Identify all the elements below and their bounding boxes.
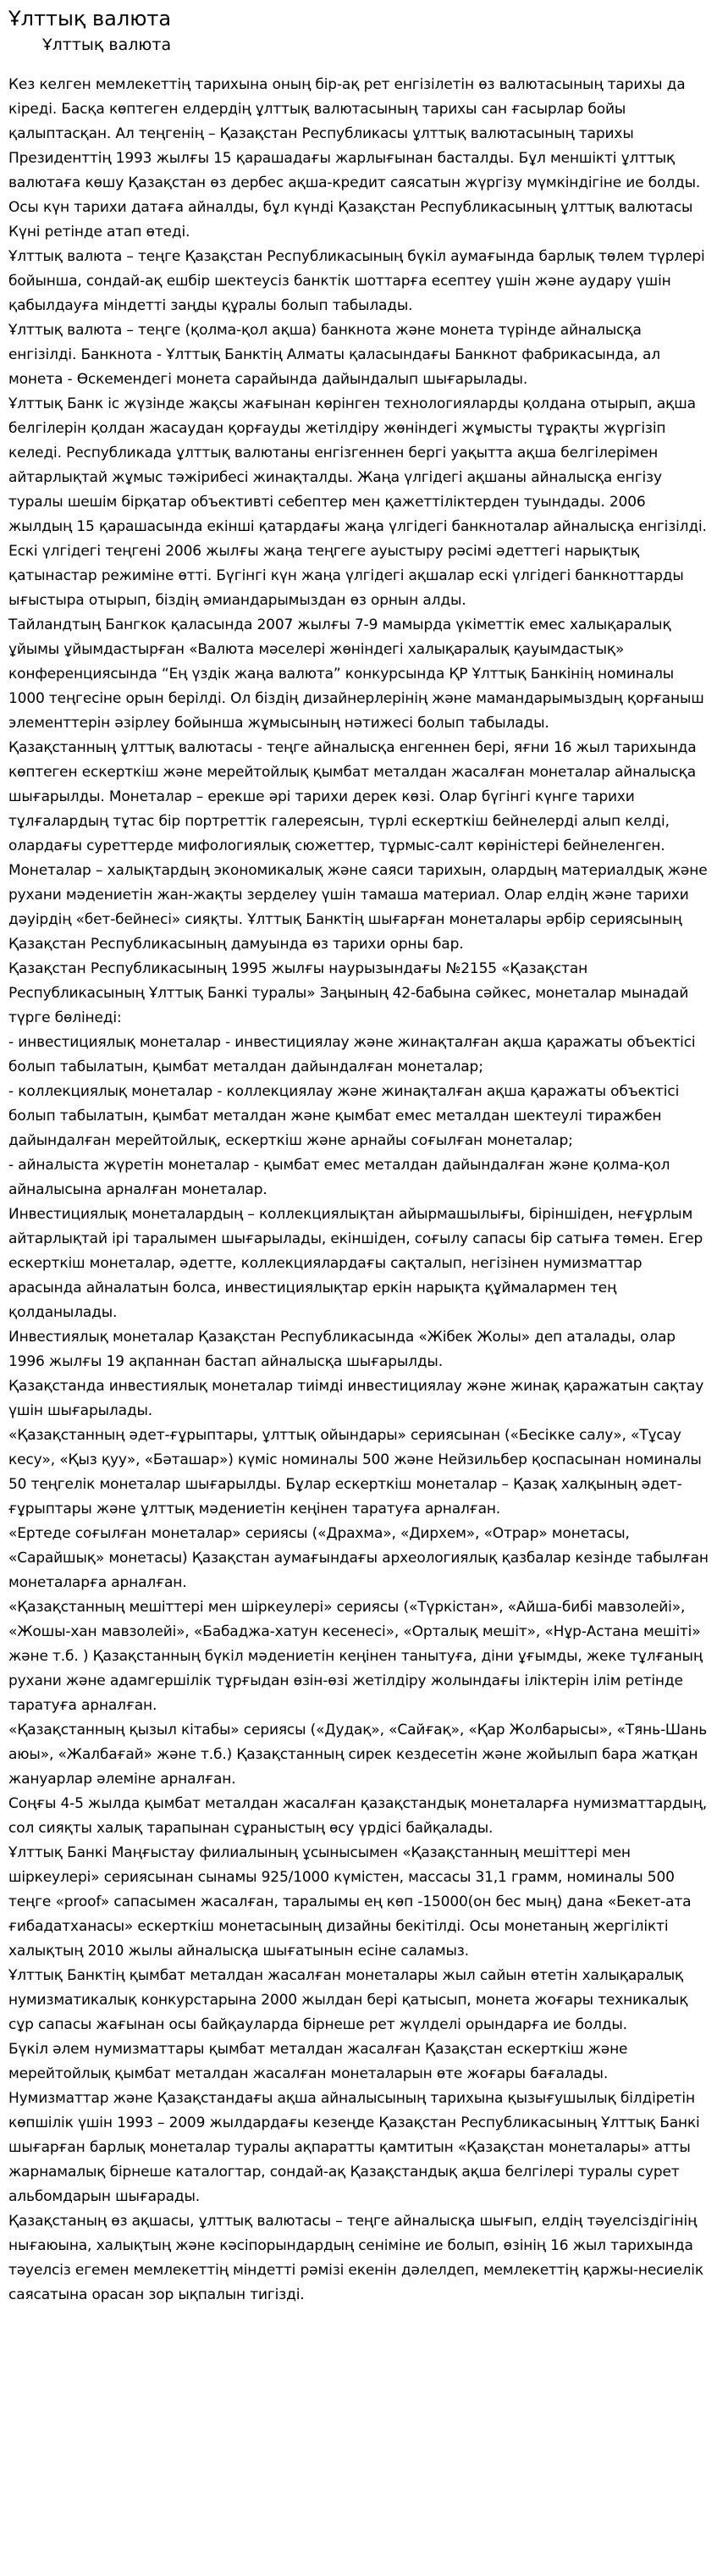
document-page	[0, 5, 717, 2308]
list-item: - айналыста жүретін монеталар - қымбат емес металдан дайындалған және қолма-қол айналысына арналған монеталар.	[8, 1157, 670, 1198]
paragraph: «Қазақстанның қызыл кітабы» сериясы («Дудақ», «Сайғақ», «Қар Жолбарысы», «Тянь-Шань аюы», «Жалбағай» және т.б.) Қазақстанның сирек кездесетін және жойылып бара жатқан жануарлар әлеміне арналған.	[8, 1722, 708, 1788]
paragraph: Ұлттық Банк іс жүзінде жақсы жағынан көрінген технологияларды қолдана отырып, ақша белгілерін қолдан жасаудан қорғауды жетілдіру жөніндегі жұмысты тұрақты жүргізіп келеді. Республикада ұлттық валютаны енгізгеннен бергі уақытта ақша белгілерімен айтарлықтай жұмыс тәжірибесі жинақталды. Жаңа үлгідегі ақшаны айналысқа енгізу туралы шешім бірқатар объективті себептер мен қажеттіліктерден туындады. 2006 жылдың 15 қарашасында екінші қатардағы жаңа үлгідегі банкноталар айналысқа енгізілді.	[8, 395, 707, 535]
paragraph: Ұлттық Банктің қымбат металдан жасалған монеталары жыл сайын өтетін халықаралық нумизматикалық конкурстарына 2000 жылдан бері қатысып, монета жоғары техникалық сұр сапасы жағынан осы байқауларда бірнеше рет жүлделі орындарға ие болды.	[8, 1967, 688, 2033]
paragraph: Ескі үлгідегі теңгені 2006 жылғы жаңа теңгеге ауыстыру рәсімі әдеттегі нарықтық қатынастар режиміне өтті. Бүгінгі күн жаңа үлгідегі ақшалар ескі үлгідегі банкноттарды ығыстыра отырып, біздің әмиандарымыздан өз орнын алды.	[8, 543, 684, 609]
paragraph: Инвестиялық монеталар Қазақстан Республикасында «Жібек Жолы» деп аталады, олар 1996 жылғы 19 ақпаннан бастап айналысқа шығарылды.	[8, 1329, 676, 1370]
paragraph: Ұлттық Банкі Маңғыстау филиалының ұсынысымен «Қазақстанның мешіттері мен шіркеулері» сериясынан сынамы 925/1000 күмістен, массасы 31,1 грамм, номиналы 500 теңге «proof» сапасымен жасалған, таралымы ең көп -15000(он бес мың) дана «Бекет-ата ғибадатханасы» ескерткіш монетасының дизайны бекітілді. Осы монетаның жергілікті халықтың 2010 жылы айналысқа шығатынын есіне саламыз.	[8, 1844, 692, 1960]
paragraph: Бүкіл әлем нумизматтары қымбат металдан жасалған Қазақстан ескерткіш және мерейтойлық қымбат металдан жасалған монеталарын өте жоғары бағалады.	[8, 2041, 628, 2082]
paragraph: Ұлттық валюта – теңге Қазақстан Республикасының бүкіл аумағында барлық төлем түрлері бойынша, сондай-ақ ешбір шектеусіз банктік шоттарға есептеу үшін және аудару үшін қабылдауға міндетті заңды құралы болып табылады.	[8, 248, 705, 314]
page-title: Ұлттық валюта	[8, 7, 172, 30]
list-item: - инвестициялық монеталар - инвестициялау және жинақталған ақша қаражаты объектісі болып табылатын, қымбат металдан дайындалған монеталар;	[8, 1034, 696, 1075]
paragraph: «Ертеде соғылған монеталар» сериясы («Драхма», «Дирхем», «Отрар» монетасы, «Сарайшық» монетасы) Қазақстан аумағындағы археологиялық қазбалар кезінде табылған монеталарға арналған.	[8, 1525, 709, 1591]
paragraph: Тайландтың Бангкок қаласында 2007 жылғы 7-9 мамырда үкіметтік емес халықаралық ұйымы ұйымдастырған «Валюта мәселері жөніндегі халықаралық қауымдастық» конференциясында “Ең үздік жаңа валюта” конкурсында ҚР Ұлттық Банкінің номиналы 1000 теңгесіне орын берілді. Ол біздің дизайнерлерінің және мамандарымыздың қорғаныш элементтерін әзірлеу бойынша жұмысының нәтижесі болып табылады.	[8, 616, 704, 732]
paragraph: Қазақстан Республикасының 1995 жылғы наурызындағы №2155 «Қазақстан Республикасының Ұлттық Банкі туралы» Заңының 42-бабына сәйкес, монеталар мынадай түрге бөлінеді:	[8, 960, 689, 1026]
list-item: - коллекциялық монеталар - коллекциялау және жинақталған ақша қаражаты объектісі болып табылатын, қымбат металдан және қымбат емес металдан шектеулі тиражбен дайындалған мерейтойлық, ескерткіш және арнайы соғылған монеталар;	[8, 1083, 680, 1149]
article-body	[8, 73, 709, 2308]
paragraph: Соңғы 4-5 жылда қымбат металдан жасалған қазақстандық монеталарға нумизматтардың, сол сияқты халық тарапынан сұраныстың өсу үрдісі байқалады.	[8, 1795, 708, 1837]
paragraph: Қазақстанда инвестиялық монеталар тиімді инвестициялау және жинақ қаражатын сақтау үшін шығарылады.	[8, 1378, 704, 1419]
paragraph: Ұлттық валюта – теңге (қолма-қол ақша) банкнота және монета түрінде айналысқа енгізілді. Банкнота - Ұлттық Банктің Алматы қаласындағы Банкнот фабрикасында, ал монета - Өскеменде​гі монета сарайында дайындалып шығарылады.	[8, 322, 661, 388]
paragraph: «Қазақстанның мешіттері мен шіркеулері» сериясы («Түркістан», «Айша-бибі мавзолейі», «Жошы-хан мавзолейі», «Бабаджа-хатун кесенесі», «Орталық мешіт», «Нұр-Астана мешіті» және т.б. ) Қазақстанның бүкіл мәдениетін кеңінен танытуға, діни ұғымды, жеке тұлғаның рухани және адамгершілік тұрғыдан өзін-өзі жетілдіру жолындағы іліктерін ілім ретінде таратуға арналған.	[8, 1599, 703, 1714]
paragraph: Инвестициялық монеталардың – коллекциялықтан айырмашылығы, біріншіден, неғұрлым айтарлықтай ірі таралымен шығарылады, екіншіден, соғылу сапасы бір сатыға төмен. Егер ескерткіш монеталар, әдетте, коллекциялардағы сақталып, негізінен нумизматтар арасында айналатын болса, инвестициялықтар еркін нарықта құймалармен тең қолданылады.	[8, 1206, 703, 1321]
paragraph: Қазақстаның өз ақшасы, ұлттық валютасы – теңге айналысқа шығып, елдің тәуелсіздігінің нығаюына, халықтың және кәсіпорындардың сеніміне ие болып, өзінің 16 жыл тарихында тәуелсіз егемен мемлекеттің міндетті рәмізі екенін дәлелдеп, мемлекеттің қаржы-несиелік саясатына орасан зор ықпалын тигізді.	[8, 2213, 703, 2303]
paragraph: Кез келген мемлекеттің тарихына оның бір-ақ рет енгізілетін өз валютасының тарихы да кіреді. Басқа көптеген елдердің ұлттық валютасының тарихы сан ғасырлар бойы қалыптасқан. Ал теңгенің – Қазақстан Республикасы ұлттық валютасының тарихы Президенттің 1993 жылғы 15 қарашадағы жарлығынан басталды. Бұл меншікті ұлттық валютаға көшу Қазақстан өз дербес ақша-кредит саясатын жүргізу мүмкіндігіне ие болды. Осы күн тарихи датаға айналды, бұл күнді Қазақстан Республикасының ұлттық валютасы Күні ретінде атап өтеді.	[8, 76, 701, 240]
paragraph: Нумизматтар және Қазақстандағы ақша айналысының тарихына қызығушылық білдіретін көпшілік үшін 1993 – 2009 жылдардағы кезеңде Қазақстан Республикасының Ұлттық Банкі шығарған барлық монеталар туралы ақпаратты қамтитын «Қазақстан монеталары» атты жарнамалық бірнеше каталогтар, сондай-ақ Қазақстандық ақша белгілері туралы сурет альбомдарын шығарады.	[8, 2090, 700, 2205]
paragraph: «Қазақстанның әдет-ғұрыптары, ұлттық ойындары» сериясынан («Бесікке салу», «Тұсау кесу», «Қыз қуу», «Бәташар») күміс номиналы 500 және Нейзильбер қоспасынан номиналы 50 теңгелік монеталар шығарылды. Бұлар ескерткіш монеталар – Қазақ халқының әдет-ғұрыптары және ұлттық мәдениетін кеңінен таратуға арналған.	[8, 1427, 702, 1517]
page-subtitle: Ұлттық валюта	[42, 36, 172, 54]
paragraph: Қазақстанның ұлттық валютасы - теңге айналысқа енгеннен бері, яғни 16 жыл тарихында көптеген ескерткіш және мерейтойлық қымбат металдан жасалған монеталар айналысқа шығарылды. Монеталар – ерекше әрі тарихи дерек көзі. Олар бүгінгі күнге тарихи тұлғалардың тұтас бір портреттік галереясын, түрлі ескерткіш бейнелерді алып келді, олардағы суреттерде мифологиялық сюжеттер, тұрмыс-салт көріністері бейнеленген. Монеталар – халықтардың экономикалық және саяси тарихын, олардың материалдық және рухани мәдениетін жан-жақты зерделеу үшін тамаша материал. Олар елдің және тарихи дәуірдің «бет-бейнесі» сияқты. Ұлттық Банктің шығарған монеталары әрбір сериясының Қазақстан Республикасының дамуында өз тарихи орны бар.	[8, 739, 708, 953]
